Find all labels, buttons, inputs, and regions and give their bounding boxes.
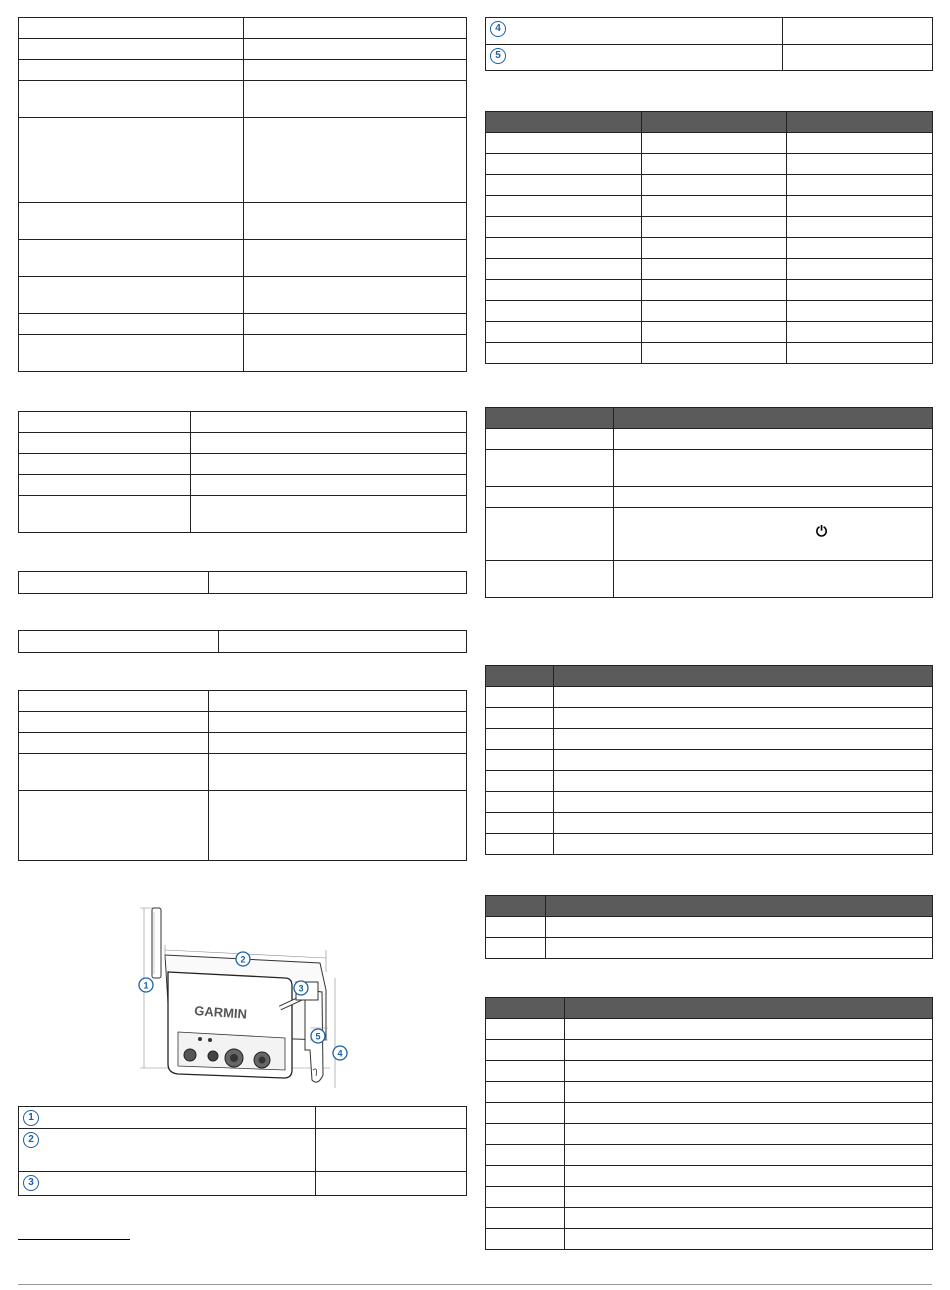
table-row bbox=[486, 834, 933, 855]
table-row bbox=[19, 1107, 467, 1129]
svg-text:2: 2 bbox=[240, 954, 246, 965]
table-row bbox=[486, 687, 933, 708]
code-table-2 bbox=[485, 895, 933, 959]
table-row bbox=[19, 412, 467, 433]
table-row bbox=[486, 917, 933, 938]
table-row bbox=[486, 301, 933, 322]
table-header-row bbox=[486, 408, 933, 429]
callout-2-icon bbox=[236, 952, 250, 966]
table-header-row bbox=[486, 666, 933, 687]
status-table bbox=[485, 407, 933, 598]
table-row bbox=[486, 1124, 933, 1145]
three-column-table bbox=[485, 111, 933, 364]
table-row bbox=[486, 771, 933, 792]
table-row bbox=[486, 217, 933, 238]
table-header-row bbox=[486, 896, 933, 917]
code-table-3 bbox=[485, 997, 933, 1250]
table-row bbox=[19, 754, 467, 791]
table-row bbox=[486, 1103, 933, 1124]
callout-4-icon: 4 bbox=[490, 21, 506, 37]
table-row bbox=[486, 938, 933, 959]
table-row bbox=[486, 196, 933, 217]
spec-table-4 bbox=[18, 630, 467, 653]
callout-5-icon: 5 bbox=[490, 48, 506, 64]
table-row bbox=[486, 1145, 933, 1166]
table-row bbox=[19, 631, 467, 653]
table-row bbox=[486, 450, 933, 487]
brand-logo: GARMIN bbox=[193, 1003, 248, 1022]
table-row bbox=[486, 322, 933, 343]
svg-text:5: 5 bbox=[315, 1031, 321, 1042]
table-row bbox=[19, 1172, 467, 1196]
footnote-rule bbox=[18, 1239, 130, 1240]
table-row bbox=[486, 708, 933, 729]
table-row bbox=[486, 750, 933, 771]
table-row bbox=[19, 496, 467, 533]
callout-3-icon: 3 bbox=[23, 1175, 39, 1191]
table-row bbox=[486, 175, 933, 196]
svg-text:3: 3 bbox=[298, 983, 304, 994]
table-row bbox=[19, 712, 467, 733]
table-row bbox=[19, 791, 467, 861]
table-row bbox=[19, 118, 467, 203]
table-row bbox=[486, 1082, 933, 1103]
callout-1-icon bbox=[139, 978, 153, 992]
table-row bbox=[486, 729, 933, 750]
table-row bbox=[486, 813, 933, 834]
table-row bbox=[486, 1187, 933, 1208]
table-row bbox=[19, 18, 467, 39]
table-row bbox=[19, 240, 467, 277]
svg-text:1: 1 bbox=[143, 980, 149, 991]
table-row bbox=[486, 429, 933, 450]
table-row bbox=[19, 81, 467, 118]
power-icon: ⏻ bbox=[816, 524, 828, 540]
table-row bbox=[19, 475, 467, 496]
table-row bbox=[486, 280, 933, 301]
table-row bbox=[486, 45, 933, 71]
callout-4-icon bbox=[333, 1046, 347, 1060]
table-row bbox=[486, 487, 933, 508]
callout-3-icon bbox=[294, 981, 308, 995]
table-row bbox=[486, 1061, 933, 1082]
table-row bbox=[486, 133, 933, 154]
spec-table-5 bbox=[18, 690, 467, 861]
spec-table-2 bbox=[18, 411, 467, 533]
table-row bbox=[19, 39, 467, 60]
callout-5-icon bbox=[311, 1029, 325, 1043]
table-row bbox=[486, 259, 933, 280]
callout-2-icon: 2 bbox=[23, 1132, 39, 1148]
table-row bbox=[19, 314, 467, 335]
table-row bbox=[19, 454, 467, 475]
table-row bbox=[486, 1229, 933, 1250]
dimension-table-left bbox=[18, 1106, 467, 1196]
table-header-row bbox=[486, 998, 933, 1019]
table-row bbox=[486, 18, 933, 45]
device-dimension-diagram bbox=[130, 900, 360, 1090]
table-row bbox=[486, 1208, 933, 1229]
page-footer-rule bbox=[18, 1284, 932, 1285]
table-row bbox=[486, 154, 933, 175]
table-row bbox=[19, 691, 467, 712]
callout-1-icon: 1 bbox=[23, 1110, 39, 1126]
table-row bbox=[19, 277, 467, 314]
table-row bbox=[19, 1129, 467, 1172]
table-row bbox=[19, 433, 467, 454]
svg-text:4: 4 bbox=[337, 1048, 343, 1059]
table-row bbox=[486, 1040, 933, 1061]
table-row bbox=[19, 335, 467, 372]
dimension-table-right bbox=[485, 17, 933, 71]
table-row bbox=[486, 1166, 933, 1187]
table-header-row bbox=[486, 112, 933, 133]
table-row bbox=[486, 792, 933, 813]
table-row bbox=[19, 733, 467, 754]
table-row bbox=[486, 238, 933, 259]
code-table-1 bbox=[485, 665, 933, 855]
table-row bbox=[486, 561, 933, 598]
table-row bbox=[486, 508, 933, 561]
table-row bbox=[19, 60, 467, 81]
table-row bbox=[19, 572, 467, 594]
spec-table-1 bbox=[18, 17, 467, 372]
table-row bbox=[19, 203, 467, 240]
table-row bbox=[486, 1019, 933, 1040]
table-row bbox=[486, 343, 933, 364]
spec-table-3 bbox=[18, 571, 467, 594]
